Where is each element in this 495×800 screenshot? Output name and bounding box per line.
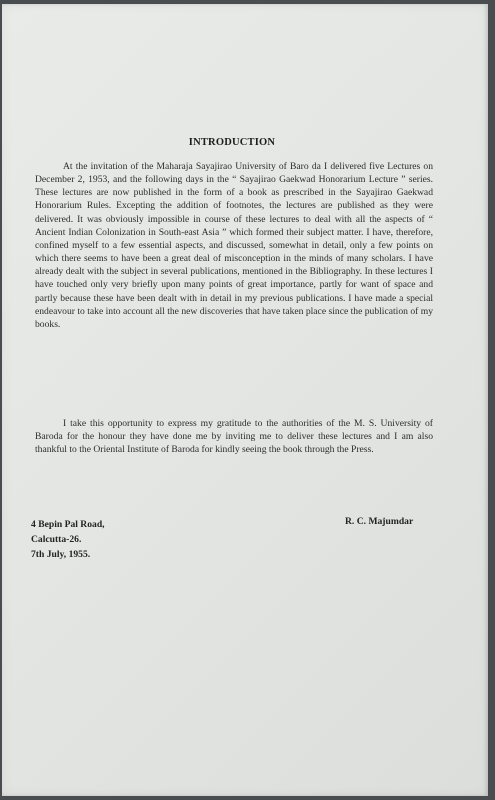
address-street: 4 Bepin Pal Road,	[31, 519, 105, 530]
page-title: INTRODUCTION	[188, 137, 276, 148]
intro-paragraph-1: At the invitation of the Maharaja Sayajirao University of Baro da I delivered five Lectures on December 2, 1953, and the following days in the “ Sayajirao Gaekwad Honorarium Lecture ” series. These lectures are now published in the form of a book as prescribed in the Sayajirao Gaekwad Honorarium Rules. Excepting the addition of footnotes, the lectures are published as they were delivered. It was obviously impossible in course of these lectures to deal with all the aspects of “ Ancient Indian Colonization in South-east Asia ” which formed their subject matter. I have, therefore, confined myself to a few essential aspects, and discussed, somewhat in detail, only a few points on which there seems to have been a great deal of misconception in the minds of many scholars. I have already dealt with the subject in several publications, mentioned in the Bibliography. In these lectures I have touched only very briefly upon many points of great importance, partly for want of space and partly because these have been dealt with in detail in my previous publications. I have made a special endeavour to take into account all the new discoveries that have taken place since the publication of my books.	[35, 161, 433, 330]
author-signature: R. C. Majumdar	[345, 516, 414, 527]
address-date: 7th July, 1955.	[31, 549, 91, 560]
book-page	[2, 4, 488, 796]
author-address-block	[31, 517, 105, 562]
address-city: Calcutta-26.	[31, 534, 82, 545]
intro-paragraph-2: I take this opportunity to express my gratitude to the authorities of the M. S. University of Baroda for the honour they have done me by inviting me to deliver these lectures and I am also thankful to the Oriental Institute of Baroda for kindly seeing the book through the Press.	[35, 418, 433, 456]
